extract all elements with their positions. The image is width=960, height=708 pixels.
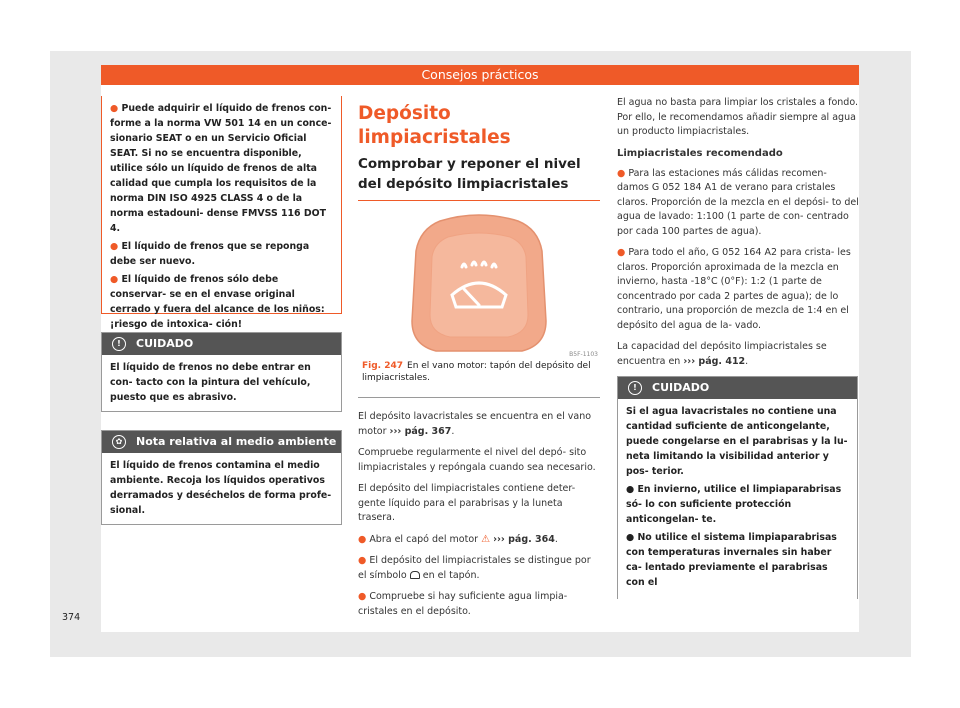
page-reference-link[interactable]: ››› pág. 367 [389, 425, 452, 437]
bullet-icon: ● [110, 274, 122, 285]
figure-247 [358, 211, 600, 398]
list-item: ● El líquido de frenos que se reponga debe ser nuevo. [110, 241, 310, 267]
list-item: ● Para todo el año, G 052 164 A2 para crista- les claros. Proporción aproximada de la mezcla en invierno, hasta -18°C (0°F): 1:2 (1 parte de concentrado por cada 2 partes de agua); de lo contrario, una proporción de mezcla de 1:4 en el depósito del agua de la- vado. [617, 247, 851, 331]
bullet-icon: ● [110, 103, 122, 114]
page-number: 374 [62, 612, 81, 623]
bullet-icon: ● [358, 555, 370, 566]
bullet-icon: ● [358, 533, 370, 545]
environment-header: ✿ Nota relativa al medio ambiente [102, 431, 341, 453]
caution-notice [617, 376, 858, 599]
body-text [617, 96, 859, 369]
bullet-icon: ● [110, 241, 122, 252]
list-item: ● Para las estaciones más cálidas recomen- damos G 052 184 A1 de verano para cristales claros. Proporción de la mezcla en el depósi- to del agua de lavado: 1:100 (1 parte de con- centrado por cada 100 partes de agua). [617, 167, 859, 237]
caution-header: ! CUIDADO [618, 377, 857, 399]
page-reference-link[interactable]: ››› pág. 412 [683, 355, 746, 367]
environment-text: El líquido de frenos contamina el medio ambiente. Recoja los líquidos operativos derramados y deséchelos de forma profe- sional. [110, 460, 332, 516]
column-left [101, 96, 342, 525]
caution-notice [101, 332, 342, 412]
leaf-icon: ✿ [112, 435, 126, 449]
chapter-header: Consejos prácticos [101, 65, 859, 85]
brake-fluid-notes-box [101, 96, 342, 330]
list-item: ● El líquido de frenos sólo debe conservar- se en el envase original cerrado y fuera del alcance de los niños: ¡riesgo de intoxica- ción! [110, 274, 325, 330]
environment-notice [101, 430, 342, 525]
list-item: ● No utilice el sistema limpiaparabrisas con temperaturas invernales sin haber ca- lentado previamente el parabrisas con el [626, 532, 837, 588]
column-right [617, 96, 859, 599]
body-text [358, 410, 600, 619]
figure-code: B5F-1103 [569, 351, 598, 358]
list-item: ● Compruebe si hay suficiente agua limpia- cristales en el depósito. [358, 591, 568, 617]
recommended-cleaner-heading: Limpiacristales recomendado [617, 147, 783, 159]
caution-header: ! CUIDADO [102, 333, 341, 355]
paragraph: Compruebe regularmente el nivel del depó- sito limpiacristales y repóngala cuando sea necesario. [358, 447, 596, 473]
bullet-icon: ● [617, 167, 629, 179]
paragraph: El depósito del limpiacristales contiene deter- gente líquido para el parabrisas y la luneta trasera. [358, 483, 576, 523]
section-title: Depósito limpiacristales [358, 103, 511, 148]
column-middle [358, 96, 600, 626]
list-item: ● En invierno, utilice el limpiaparabrisas só- lo con suficiente protección anticongelan- te. [626, 484, 842, 525]
caution-text: El líquido de frenos no debe entrar en con- tacto con la pintura del vehículo, puesto que es abrasivo. [110, 362, 311, 403]
subsection-title: Comprobar y reponer el nivel del depósito limpiacristales [358, 154, 600, 201]
warning-triangle-icon: ⚠ [481, 533, 491, 545]
caution-intro: Si el agua lavacristales no contiene una cantidad suficiente de anticongelante, puede congelarse en el parabrisas y la lu- neta limitando la visibilidad anterior y pos- terior. [626, 406, 848, 477]
paragraph: La capacidad del depósito limpiacristales se encuentra en ››› pág. 412. [617, 341, 827, 367]
washer-symbol-icon [410, 571, 420, 579]
info-icon: ! [112, 337, 126, 351]
bullet-icon: ● [358, 591, 370, 602]
bullet-icon: ● [617, 247, 629, 258]
list-item: ● El depósito del limpiacristales se distingue por el símbolo en el tapón. [358, 555, 591, 581]
list-item: ● Puede adquirir el líquido de frenos con- forme a la norma VW 501 14 en un conce- sionario SEAT o en un Servicio Oficial SEAT. Si no se encuentra disponible, utilice sólo un líquido de frenos de alta calidad que cumpla los requisitos de la norma DIN ISO 4925 CLASS 4 o de la norma estadouni- dense FMVSS 116 DOT 4. [110, 103, 332, 234]
paragraph: El agua no basta para limpiar los cristales a fondo. Por ello, le recomendamos añadir siempre al agua un producto limpiacristales. [617, 97, 858, 137]
info-icon: ! [628, 381, 642, 395]
figure-number: Fig. 247 [362, 361, 404, 371]
figure-caption: Fig. 247 En el vano motor: tapón del depósito del limpiacristales. [362, 361, 591, 383]
page-reference-link[interactable]: ››› pág. 364 [493, 533, 555, 545]
paragraph: El depósito lavacristales se encuentra en el vano motor ››› pág. 367. [358, 411, 592, 437]
washer-reservoir-cap-image [358, 211, 600, 361]
caution-body [618, 399, 857, 599]
list-item: ● Abra el capó del motor ⚠ ››› pág. 364. [358, 533, 558, 545]
